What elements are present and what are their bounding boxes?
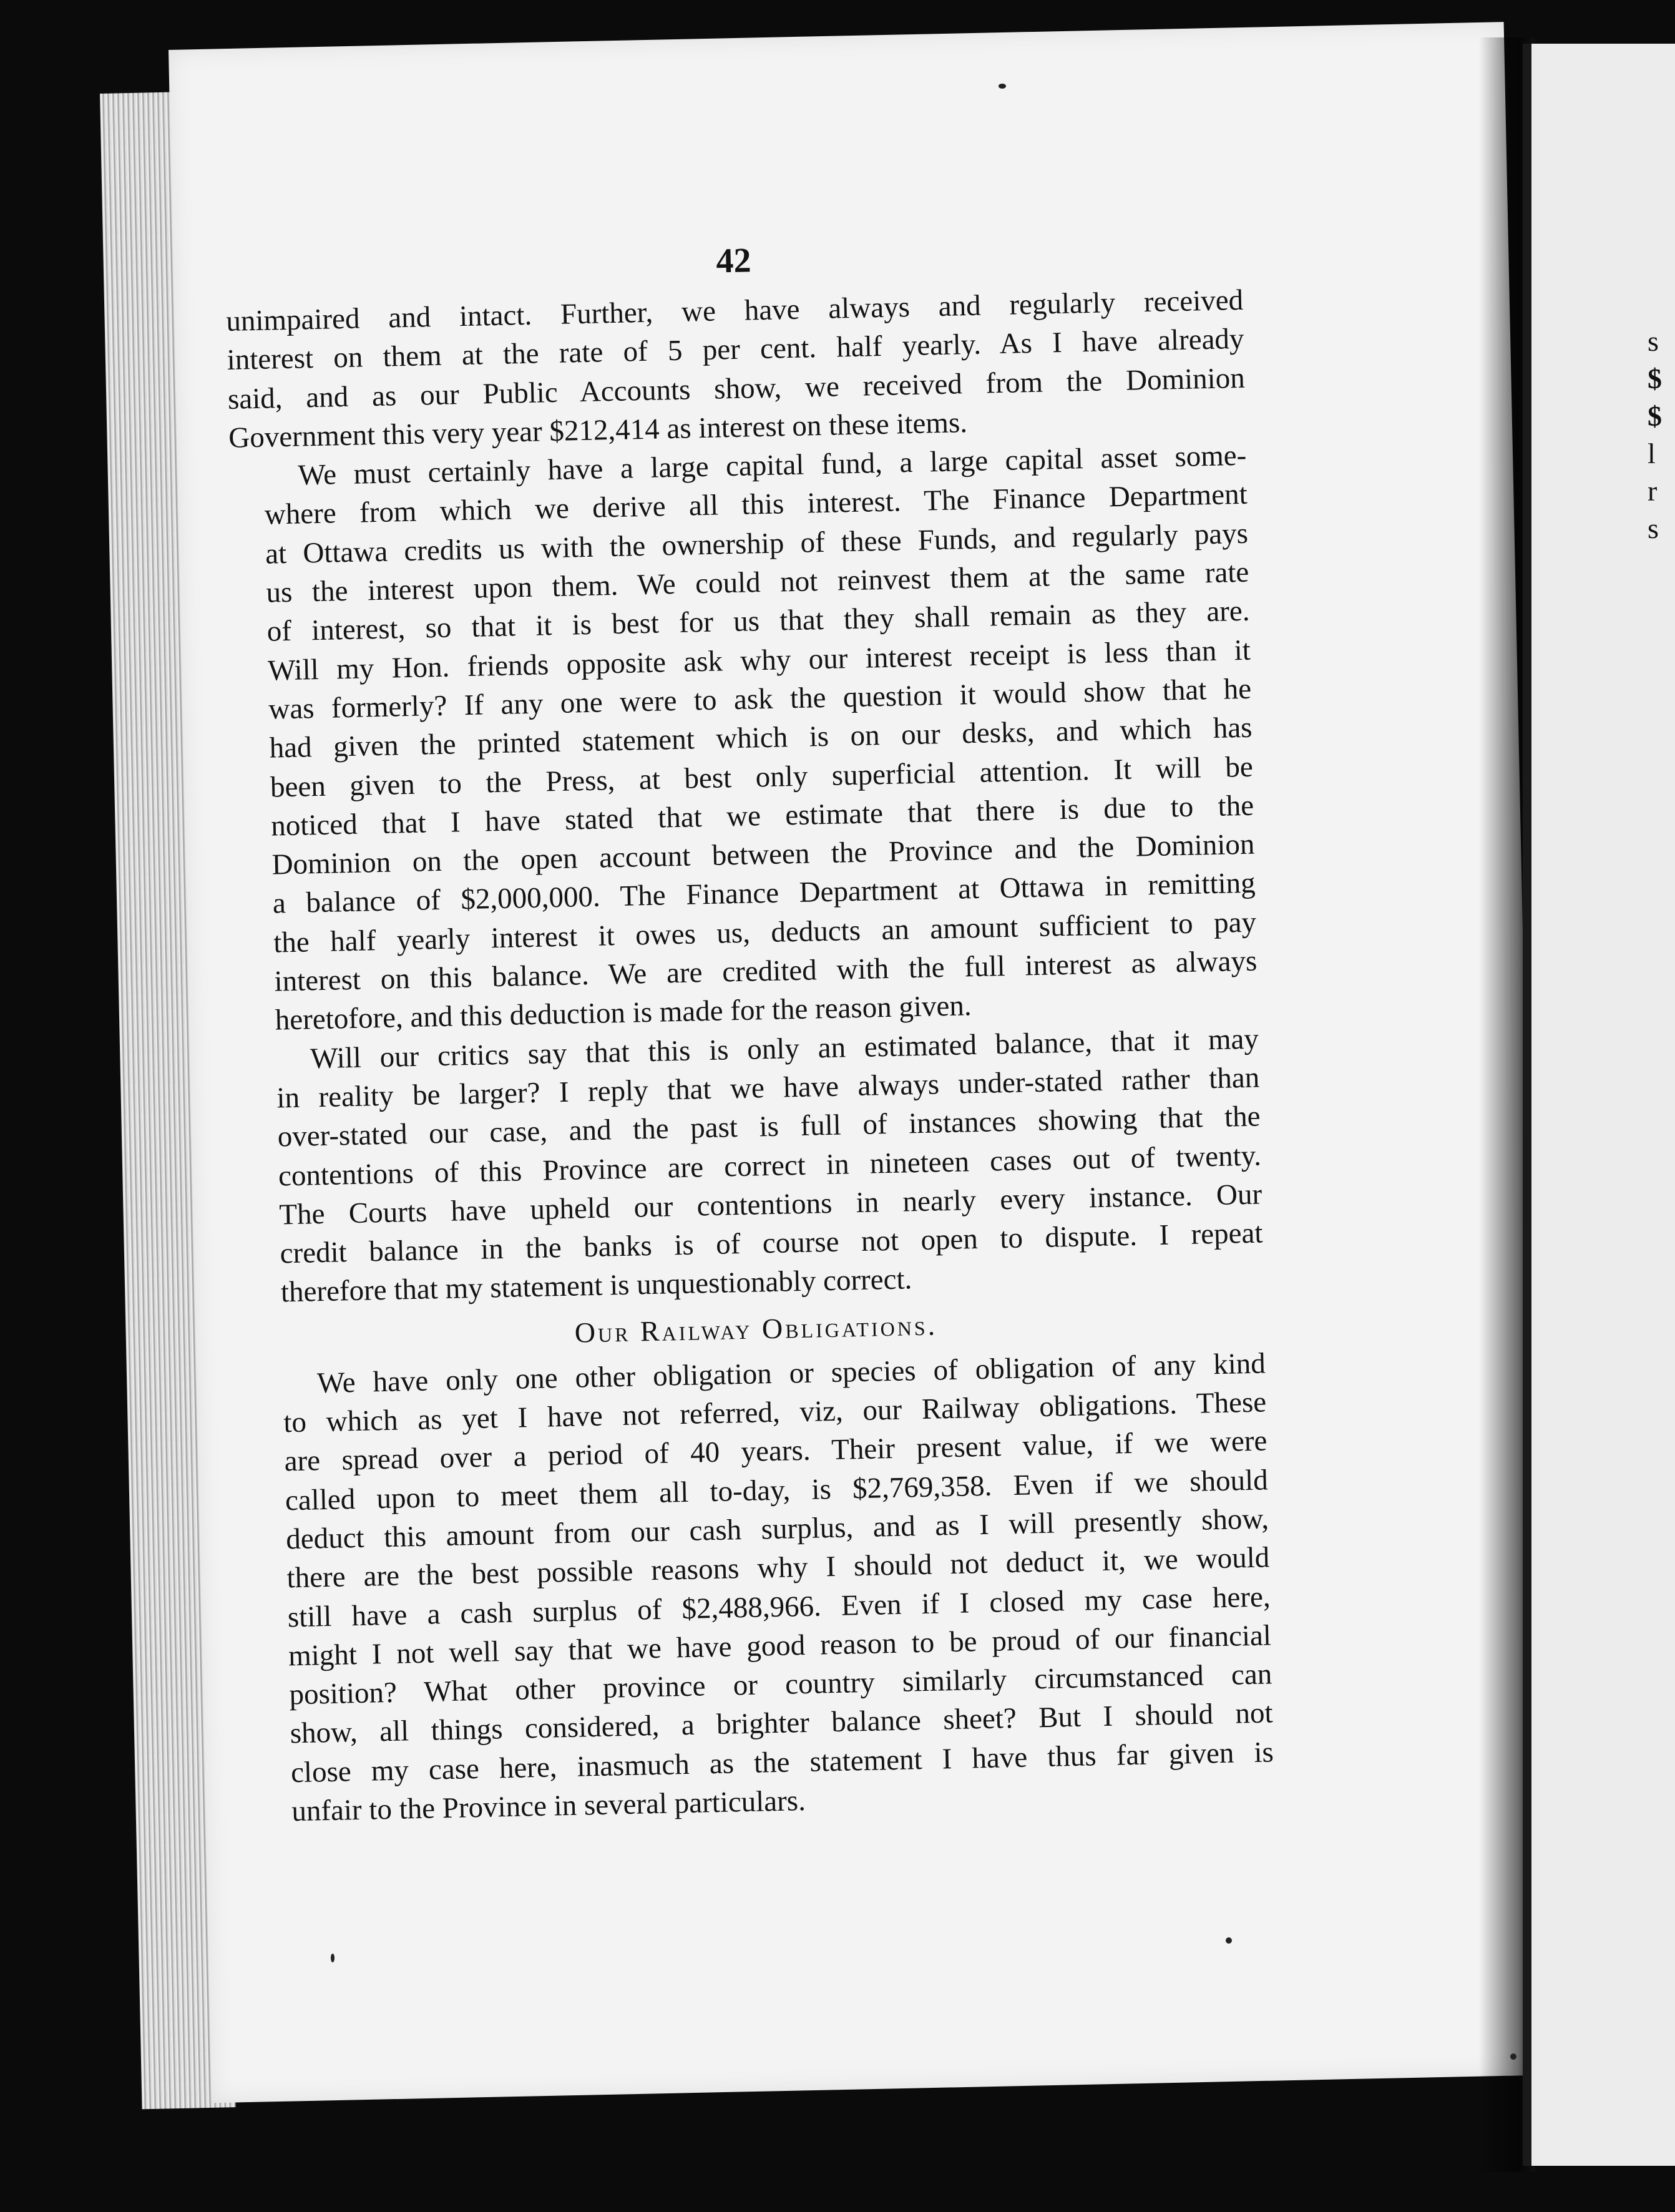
text-line: had given the printed statement which is on our desks, and which has [269, 711, 1253, 765]
text-line: We have only one other obligation or species of obligation of any kind [316, 1347, 1266, 1400]
scan-speck [1226, 1937, 1232, 1944]
text-line: contentions of this Province are correct in nineteen cases out of twenty. [278, 1139, 1262, 1193]
facing-page-fragment: l [1648, 438, 1656, 469]
paragraph [242, 1019, 1264, 1313]
text-line: heretofore, and this deduction is made for the reason given. [275, 989, 972, 1037]
text-line: us the interest upon them. We could not reinvest them at the same rate [265, 555, 1249, 609]
page-number: 42 [715, 241, 752, 281]
text-line: noticed that I have stated that we estimate that there is due to the [270, 789, 1254, 843]
text-line: where from which we derive all this interest. The Finance Department [264, 478, 1248, 532]
facing-page-fragment: $ [1648, 400, 1662, 432]
facing-page-fragment: $ [1648, 363, 1662, 394]
text-line: interest on this balance. We are credited with the full interest as always [274, 944, 1257, 998]
scan-speck [1510, 2053, 1516, 2060]
paragraph [226, 281, 1246, 458]
facing-page-fragment: s [1648, 512, 1659, 544]
text-line: at Ottawa credits us with the ownership of these Funds, and regularly pays [265, 517, 1249, 570]
scan-speck [331, 1954, 335, 1962]
section-heading: Our Railway Obligations. [574, 1309, 938, 1349]
text-line: unimpaired and intact. Further, we have always and regularly received [225, 283, 1244, 338]
body-after-heading [248, 1344, 1274, 1832]
text-line: We must certainly have a large capital fund, a large capital asset some- [298, 439, 1247, 492]
text-line: there are the best possible reasons why I should not deduct it, we would [286, 1541, 1270, 1595]
text-line: Dominion on the open account between the Province and the Dominion [271, 828, 1255, 881]
text-line: the half yearly interest it owes us, deducts an amount sufficient to pay [273, 906, 1257, 959]
paragraph [229, 436, 1258, 1040]
text-line: might I not well say that we have good reason to be proud of our financial [288, 1619, 1272, 1673]
text-line: still have a cash surplus of $2,488,966. Even if I closed my case here, [287, 1580, 1271, 1633]
body-before-heading [226, 281, 1264, 1313]
facing-page-fragment: s [1648, 325, 1659, 357]
text-line: a balance of $2,000,000. The Finance Department at Ottawa in remitting [272, 867, 1256, 921]
text-line: close my case here, inasmuch as the statement I have thus far given is [290, 1736, 1274, 1789]
text-line: deduct this amount from our cash surplus, and as I will presently show, [285, 1502, 1269, 1556]
text-line: show, all things considered, a brighter balance sheet? But I should not [290, 1696, 1274, 1750]
text-line: called upon to meet them all to-day, is $2,769,358. Even if we should [285, 1464, 1269, 1517]
facing-page-fragment: r [1648, 475, 1658, 507]
text-line: position? What other province or country similarly circumstanced can [288, 1658, 1272, 1711]
text-line: over-stated our case, and the past is full of instances showing that the [277, 1100, 1261, 1153]
text-line: in reality be larger? I reply that we have always under-stated rather than [276, 1061, 1260, 1115]
text-line: unfair to the Province in several particulars. [291, 1784, 806, 1828]
text-line: Will my Hon. friends opposite ask why our interest receipt is less than it [267, 634, 1251, 687]
scan-speck [999, 84, 1006, 89]
page-text [225, 228, 1275, 1832]
text-line: said, and as our Public Accounts show, we received from the Dominion [227, 361, 1246, 416]
text-line: interest on them at the rate of 5 per cent. half yearly. As I have already [227, 323, 1244, 377]
text-line: are spread over a period of 40 years. Their present value, if we were [284, 1424, 1267, 1478]
text-line: been given to the Press, at best only superficial attention. It will be [270, 750, 1254, 804]
text-line: to which as yet I have not referred, viz, our Railway obligations. These [283, 1386, 1267, 1439]
text-line: credit balance in the banks is of course not open to dispute. I repeat [280, 1216, 1263, 1270]
text-line: of interest, so that it is best for us that they shall remain as they are. [266, 595, 1251, 648]
text-line: was formerly? If any one were to ask the question it would show that he [268, 672, 1252, 726]
paragraph [248, 1344, 1274, 1832]
text-line: Will our critics say that this is only an estimated balance, that it may [310, 1022, 1259, 1075]
text-line: Government this very year $212,414 as interest on these items. [228, 406, 968, 454]
text-line: The Courts have upheld our contentions in nearly every instance. Our [278, 1178, 1262, 1231]
text-line: therefore that my statement is unquestionably correct. [280, 1263, 912, 1309]
